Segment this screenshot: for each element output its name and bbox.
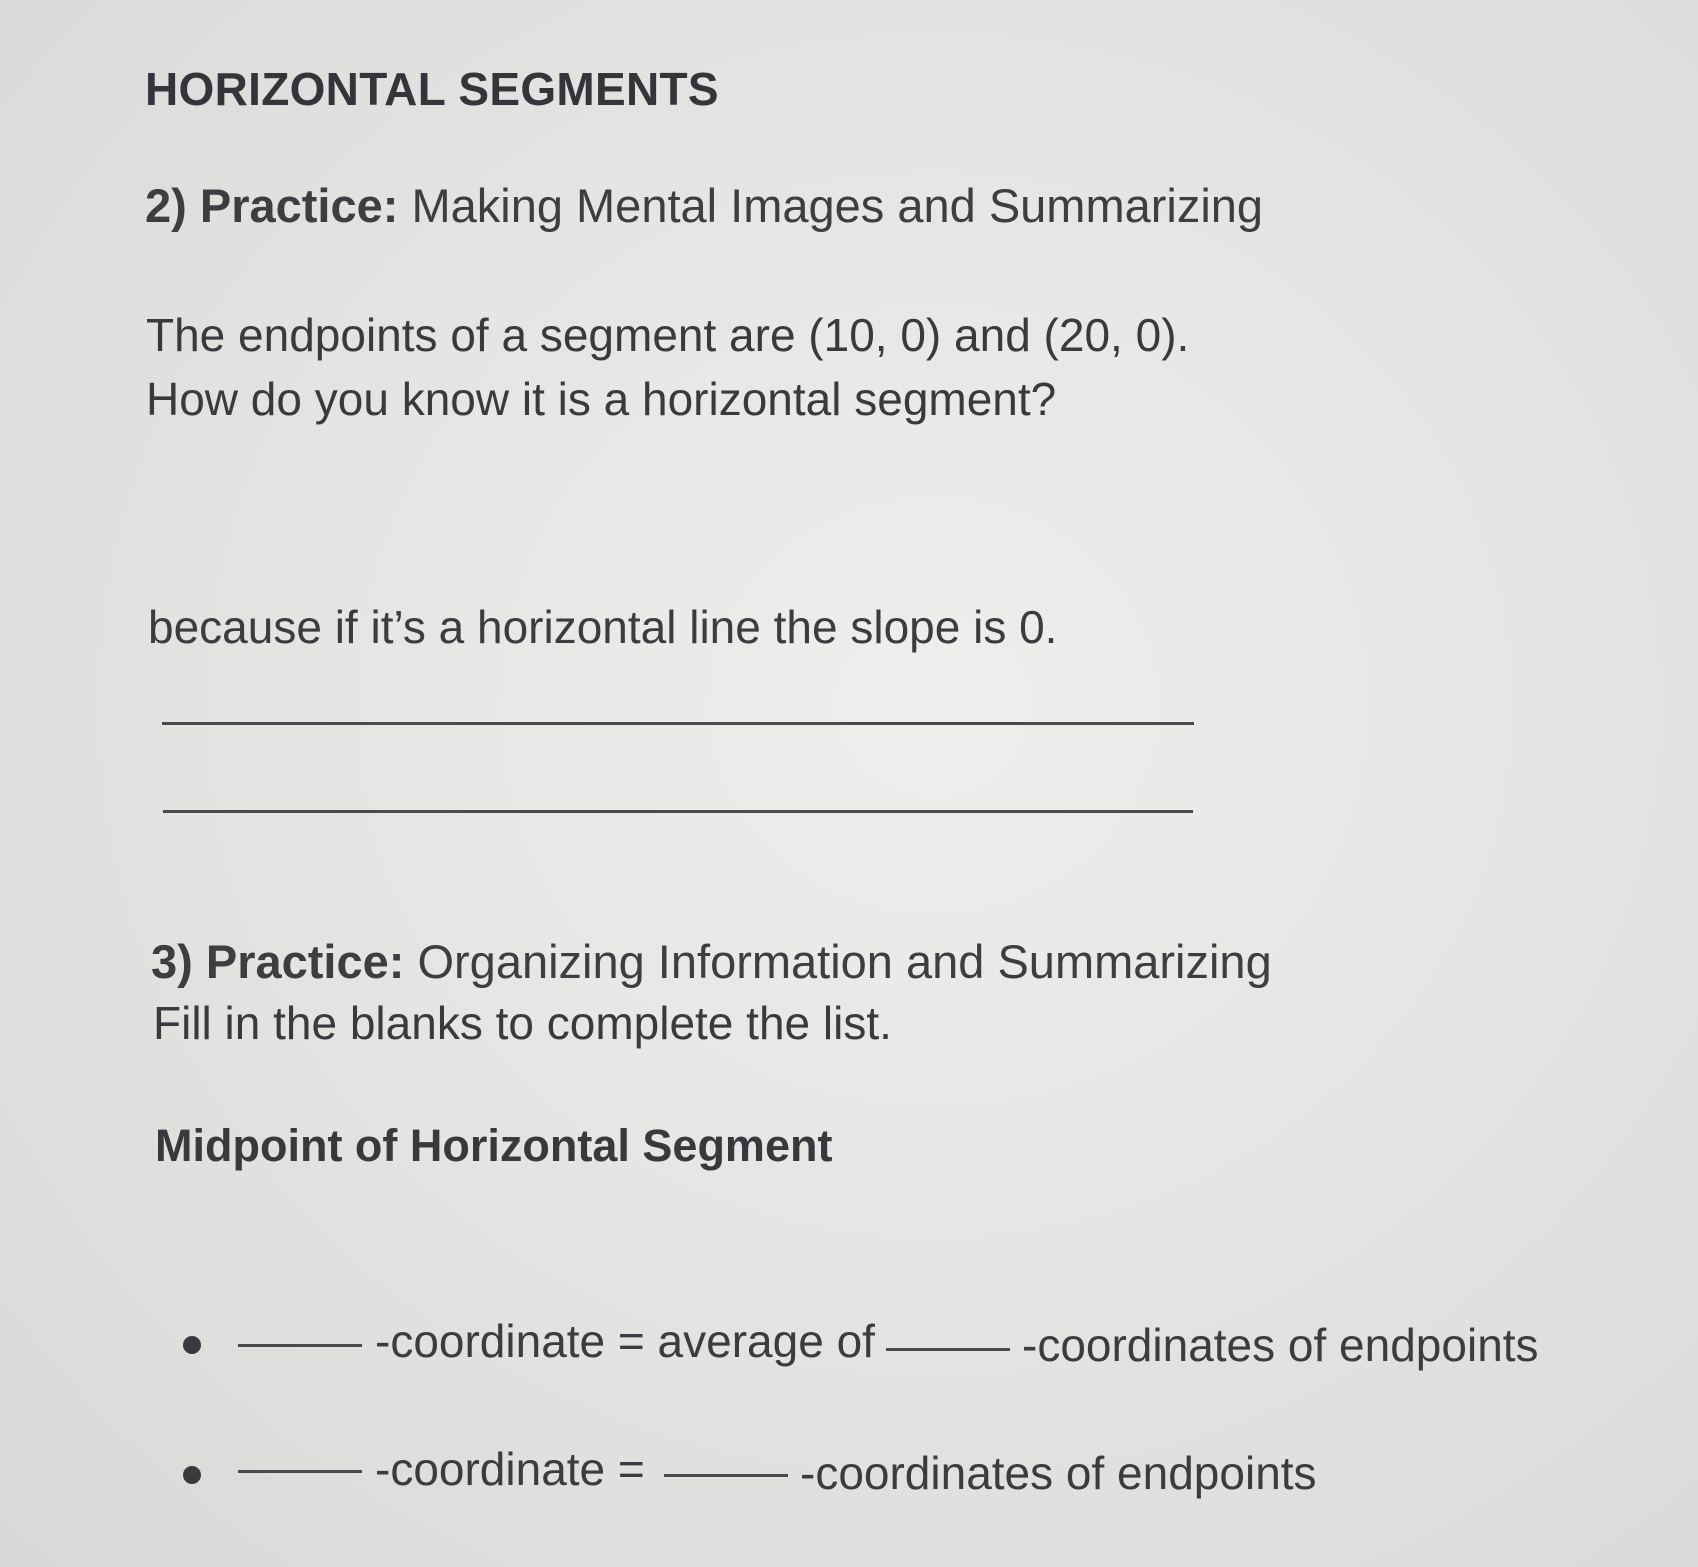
fill-in-blank[interactable] [664, 1474, 788, 1477]
section-2-question-line-2: How do you know it is a horizontal segment? [146, 373, 1057, 425]
answer-blank-line-1[interactable] [162, 722, 1194, 725]
section-3-instruction: Fill in the blanks to complete the list. [153, 997, 892, 1049]
section-2-heading-text: Making Mental Images and Summarizing [398, 179, 1264, 232]
bullet-dot-icon [183, 1466, 201, 1484]
bullet-dot-icon [183, 1336, 201, 1354]
section-3-heading [151, 934, 1272, 989]
section-3-number-label: 3) Practice: [151, 935, 405, 988]
list-item [0, 1440, 1698, 1510]
fill-in-blank[interactable] [238, 1344, 362, 1347]
section-2-answer-text[interactable]: because if it’s a horizontal line the slope is 0. [148, 601, 1058, 653]
section-2-number-label: 2) Practice: [145, 179, 399, 232]
answer-blank-line-2[interactable] [163, 810, 1193, 813]
fill-in-blank[interactable] [238, 1470, 362, 1473]
section-2-heading [145, 178, 1263, 233]
worksheet-title: HORIZONTAL SEGMENTS [145, 63, 719, 115]
list-item [0, 1310, 1698, 1380]
list-item-text: -coordinates of endpoints [1022, 1319, 1539, 1371]
fill-in-blank[interactable] [886, 1348, 1010, 1351]
section-3-heading-text: Organizing Information and Summarizing [404, 935, 1272, 988]
section-2-question-line-1: The endpoints of a segment are (10, 0) and (20, 0). [146, 309, 1190, 361]
list-item-text: -coordinate = [375, 1443, 645, 1495]
midpoint-subheading: Midpoint of Horizontal Segment [155, 1120, 833, 1171]
list-item-text: -coordinate = average of [375, 1315, 875, 1367]
list-item-text: -coordinates of endpoints [800, 1447, 1317, 1499]
